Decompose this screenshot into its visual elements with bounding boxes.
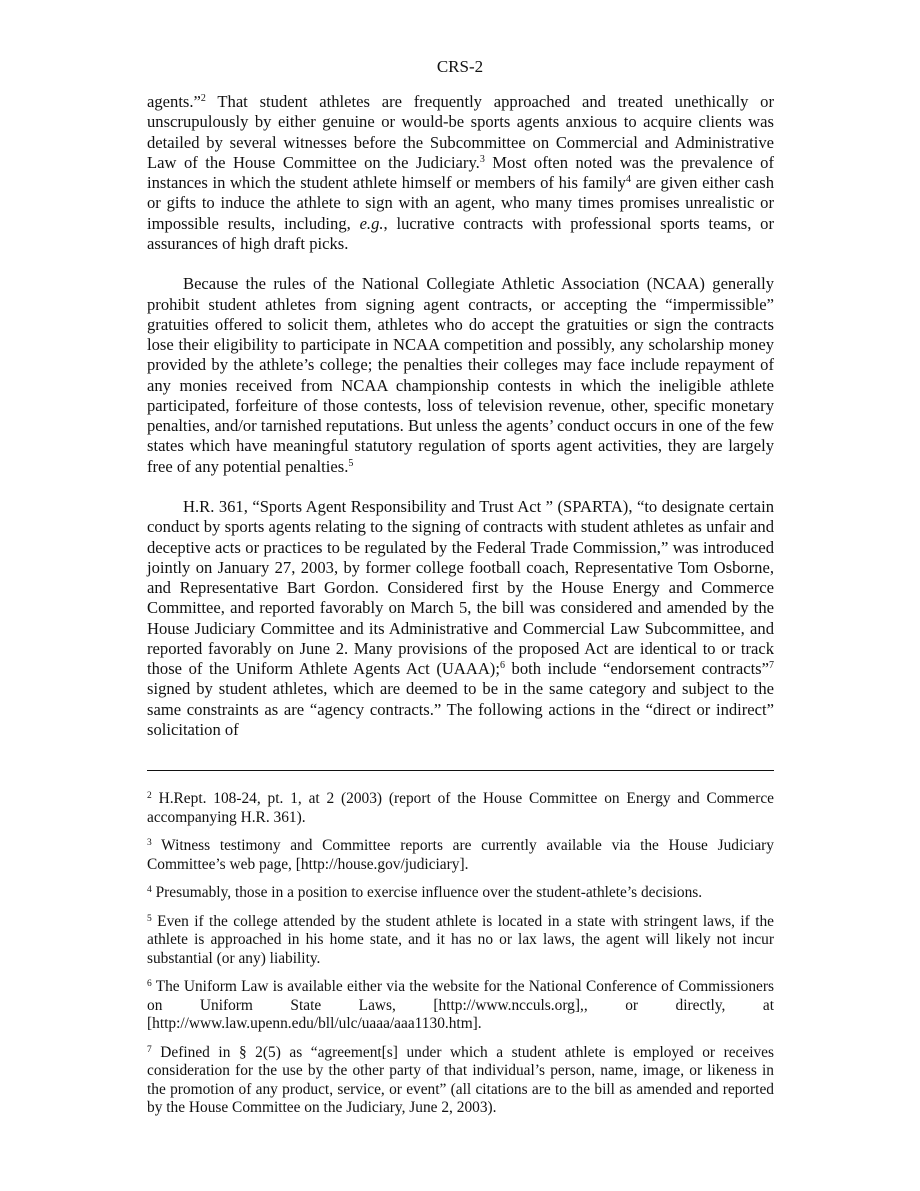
footnote-ref[interactable]: 2 bbox=[200, 93, 206, 104]
footnote bbox=[147, 837, 774, 874]
footnote bbox=[147, 884, 774, 903]
footnote-number: 6 bbox=[147, 979, 152, 989]
footnote-text: Witness testimony and Committee reports are currently available via the House Judiciary Committee’s web page, [http://house.gov/judiciary]. bbox=[147, 837, 774, 873]
footnote bbox=[147, 1044, 774, 1118]
paragraph bbox=[147, 497, 774, 740]
text-run: are given either cash or gifts to induce the athlete to sign with an agent, who many times promises unrealistic or impossible results, including, bbox=[147, 173, 774, 233]
footnotes bbox=[147, 790, 774, 1128]
text-run: agents.” bbox=[147, 92, 201, 111]
footnote-text: Defined in § 2(5) as “agreement[s] under which a student athlete is employed or receives consideration for the use by the other party of that individual’s person, name, image, or likeness in the promotion of any product, service, or event” (all citations are to the bill as amended and reported by the House Committee on the Judiciary, June 2, 2003). bbox=[147, 1043, 774, 1116]
text-run: Most often noted was the prevalence of instances in which the student athlete himself or members of his family bbox=[147, 152, 774, 192]
text-run: both include “endorsement contracts” bbox=[504, 659, 770, 678]
footnote-ref[interactable]: 4 bbox=[625, 174, 631, 185]
paragraph bbox=[147, 274, 774, 477]
text-run: , lucrative contracts with professional sports teams, or assurances of high draft picks. bbox=[147, 213, 775, 253]
body-text bbox=[147, 92, 774, 760]
text-run: Because the rules of the National Collegiate Athletic Association (NCAA) generally prohibit student athletes from signing agent contracts, or accepting the “impermissible” gratuities offered to solicit them, athletes who do accept the gratuities or sign the contracts lose their eligibility to participate in NCAA competition and possibly, any scholarship money provided by the athlete’s college; the penalties their colleges may face include repayment of any monies received from NCAA championship contests in which the ineligible athlete participated, forfeiture of those contests, loss of television revenue, other, specific monetary penalties, and/or tarnished reputations. But unless the agents’ conduct occurs in one of the few states which have meaningful statutory regulation of sports agent activities, they are largely free of any potential penalties. bbox=[147, 274, 774, 476]
footnote-text: The Uniform Law is available either via the website for the National Conference of Commissioners on Uniform State Laws, [http://www.ncculs.org],, or directly, at [http://www.law.upenn.edu/bll/ulc/uaaa/aaa1130.htm]. bbox=[147, 978, 774, 1032]
footnote-number: 5 bbox=[147, 913, 152, 924]
text-run: That student athletes are frequently approached and treated unethically or unscrupulously by either genuine or would-be sports agents anxious to acquire clients was detailed by several witnesses before the Subcommittee on Commercial and Administrative Law of the House Committee on the Judiciary. bbox=[147, 92, 774, 172]
paragraph bbox=[147, 92, 774, 254]
footnote-number: 4 bbox=[147, 885, 152, 895]
emphasis: e.g. bbox=[359, 213, 384, 233]
footnote bbox=[147, 913, 774, 969]
footnote-text: H.Rept. 108-24, pt. 1, at 2 (2003) (report of the House Committee on Energy and Commerce accompanying H.R. 361). bbox=[147, 790, 774, 826]
text-run: H.R. 361, “Sports Agent Responsibility and Trust Act ” (SPARTA), “to designate certain conduct by sports agents relating to the signing of contracts with student athletes as unfair and deceptive acts or practices to be regulated by the Federal Trade Commission,” was introduced jointly on January 27, 2003, by former college football coach, Representative Tom Osborne, and Representative Bart Gordon. Considered first by the House Energy and Commerce Committee, and reported favorably on March 5, the bill was considered and amended by the House Judiciary Committee and its Administrative and Commercial Law Subcommittee, and reported favorably on June 2. Many provisions of the proposed Act are identical to or track those of the Uniform Athlete Agents Act (UAAA); bbox=[147, 497, 774, 678]
footnote bbox=[147, 978, 774, 1034]
footnote-number: 7 bbox=[147, 1044, 152, 1055]
footnote-number: 3 bbox=[147, 838, 152, 848]
footnote-divider bbox=[147, 770, 774, 771]
footnote-ref[interactable]: 7 bbox=[769, 660, 775, 671]
footnote-text: Presumably, those in a position to exercise influence over the student-athlete’s decisions. bbox=[151, 884, 703, 901]
text-run: signed by student athletes, which are deemed to be in the same category and subject to the same constraints as are “agency contracts.” The following actions in the “direct or indirect” solicitation of bbox=[147, 679, 774, 739]
footnote-number: 2 bbox=[147, 791, 152, 801]
footnote-ref[interactable]: 5 bbox=[348, 457, 354, 469]
page-header: CRS-2 bbox=[436, 57, 484, 76]
footnote-ref[interactable]: 6 bbox=[499, 660, 505, 671]
footnote-ref[interactable]: 3 bbox=[479, 153, 485, 165]
footnote bbox=[147, 790, 774, 827]
footnote-text: Even if the college attended by the student athlete is located in a state with stringent laws, if the athlete is approached in his home state, and it has no or lax laws, the agent will likely not incur substantial (or any) liability. bbox=[147, 912, 774, 967]
